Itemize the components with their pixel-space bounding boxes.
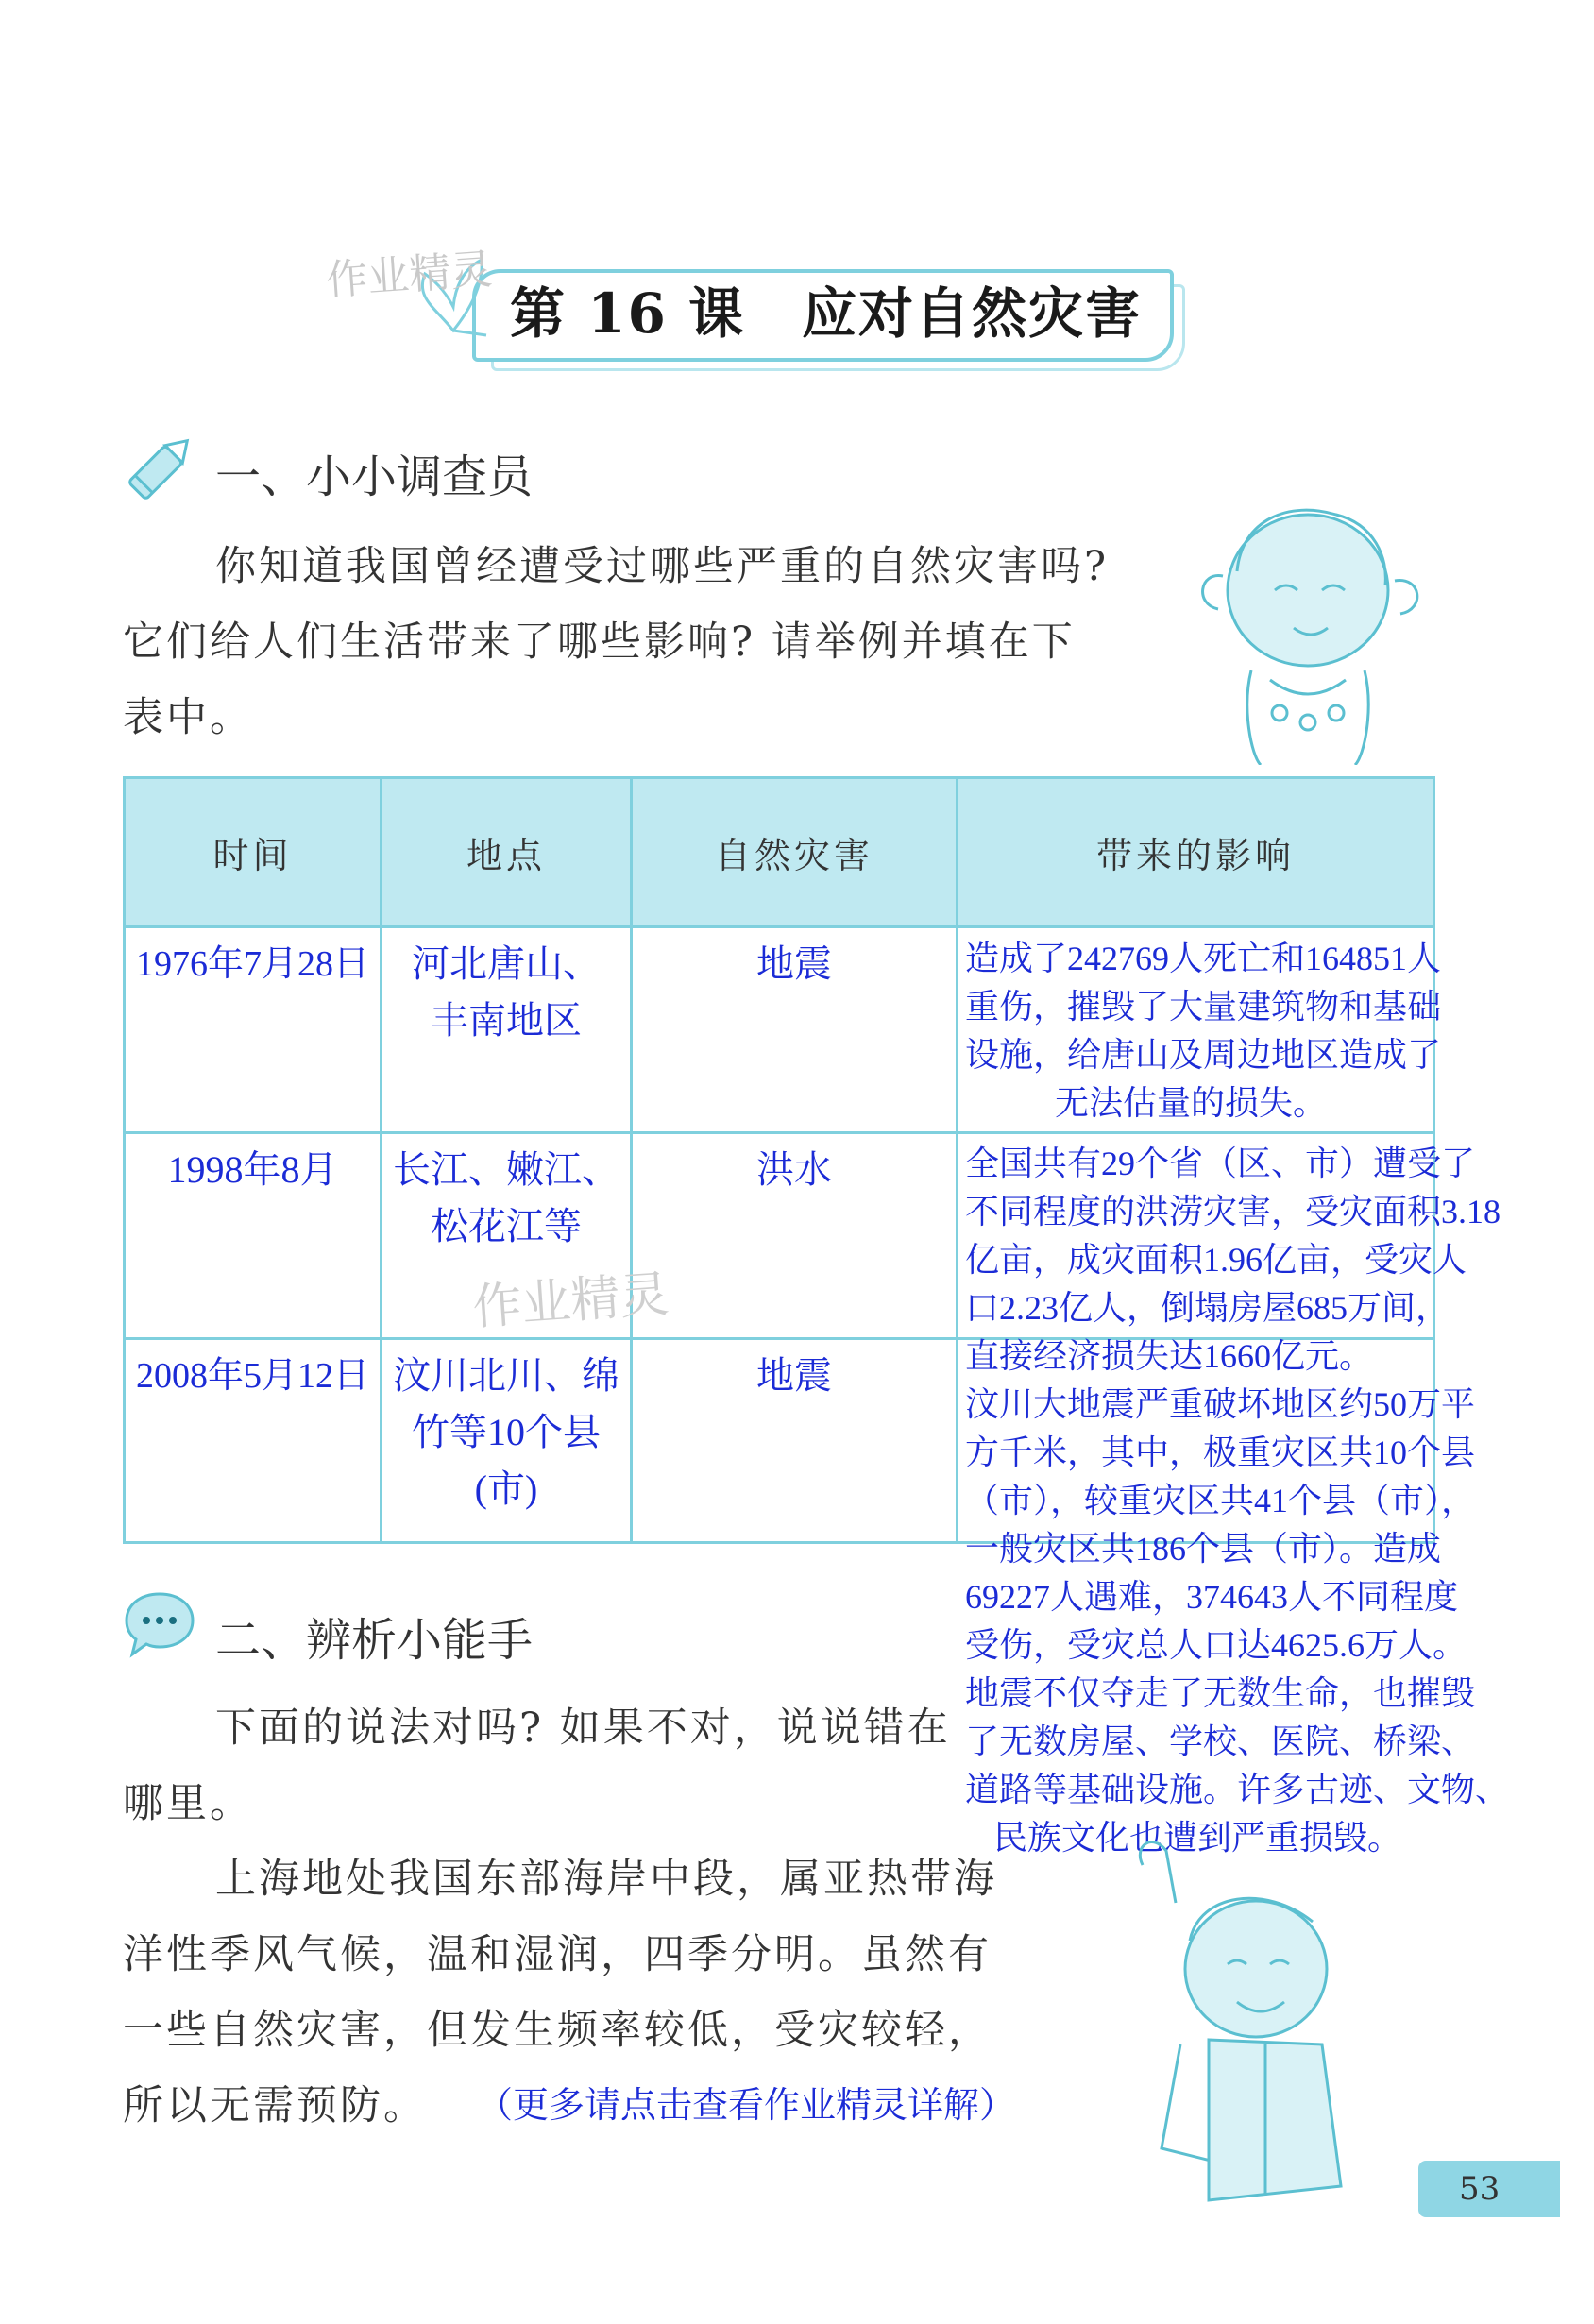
page-number: 53 (1459, 2170, 1501, 2208)
impact-line: 一般灾区共186个县（市）。造成 (965, 1530, 1442, 1568)
impact-line: 无法估量的损失。 (1055, 1084, 1328, 1122)
header-disaster: 自然灾害 (632, 778, 958, 927)
statement-line: 所以无需预防。 (123, 2082, 427, 2129)
impact-line: 道路等基础设施。许多古迹、文物、 (965, 1771, 1510, 1808)
impact-line: 口2.23亿人，倒塌房屋685万间， (965, 1289, 1450, 1327)
impact-line: 直接经济损失达1660亿元。 (965, 1337, 1374, 1375)
impact-line: 民族文化也遭到严重损毁。 (993, 1819, 1402, 1857)
girl-illustration (1185, 482, 1431, 765)
impact-line: 设施，给唐山及周边地区造成了 (965, 1036, 1442, 1074)
watermark: 作业精灵 (324, 245, 494, 306)
disaster-value: 洪水 (756, 1148, 832, 1191)
statement-line: 一些自然灾害，但发生频率较低，受灾较轻， (123, 2007, 992, 2054)
place-line: 松花江等 (431, 1205, 582, 1247)
cell-time (125, 927, 382, 1133)
place-line: 河北唐山、 (412, 942, 601, 985)
disaster-value: 地震 (756, 942, 832, 985)
paragraph-line: 你知道我国曾经遭受过哪些严重的自然灾害吗? (215, 543, 1110, 590)
cell-place (382, 927, 632, 1133)
cell-disaster (632, 1133, 958, 1339)
cell-disaster (632, 927, 958, 1133)
place-line: 汶川北川、绵 (393, 1354, 619, 1397)
impact-line: 地震不仅夺走了无数生命，也摧毁 (965, 1674, 1476, 1712)
cell-place (382, 1339, 632, 1543)
pencil-icon (118, 425, 203, 510)
section-heading-survey: 一、小小调查员 (215, 450, 534, 503)
cell-time (125, 1339, 382, 1543)
impact-answer-1 (965, 935, 1441, 1128)
time-value: 1976年7月28日 (135, 944, 369, 984)
impact-line: （市），较重灾区共41个县（市）， (965, 1482, 1476, 1519)
impact-line: 了无数房屋、学校、医院、桥梁、 (965, 1722, 1476, 1760)
impact-line: 方千米，其中，极重灾区共10个县 (965, 1433, 1476, 1471)
header-place: 地点 (382, 778, 632, 927)
cell-disaster (632, 1339, 958, 1543)
header-time: 时间 (125, 778, 382, 927)
paragraph-line: 表中。 (123, 694, 253, 741)
impact-answer-2 (965, 1140, 1501, 1381)
place-line: (市) (474, 1467, 538, 1510)
table-header-row (125, 778, 1434, 927)
impact-line: 全国共有29个省（区、市）遭受了 (965, 1145, 1476, 1182)
impact-line: 重伤，摧毁了大量建筑物和基础 (965, 988, 1442, 1026)
time-value: 1998年8月 (167, 1148, 338, 1191)
disaster-value: 地震 (756, 1354, 832, 1397)
impact-answer-3 (965, 1381, 1509, 1862)
section-heading-analysis: 二、辨析小能手 (215, 1614, 534, 1667)
time-value: 2008年5月12日 (135, 1356, 369, 1396)
place-line: 丰南地区 (431, 999, 582, 1042)
impact-line: 造成了242769人死亡和164851人 (965, 940, 1442, 977)
impact-line: 受伤，受灾总人口达4625.6万人。 (965, 1626, 1467, 1664)
statement-line: 上海地处我国东部海岸中段，属亚热带海 (215, 1856, 997, 1903)
more-details-link[interactable]: （更多请点击查看作业精灵详解） (477, 2086, 1016, 2126)
statement-line: 洋性季风气候，温和湿润，四季分明。虽然有 (123, 1931, 992, 1978)
impact-line: 亿亩，成灾面积1.96亿亩，受灾人 (965, 1241, 1467, 1279)
place-line: 长江、嫩江、 (393, 1148, 619, 1191)
cell-time (125, 1133, 382, 1339)
impact-line: 不同程度的洪涝灾害，受灾面积3.18 (965, 1193, 1501, 1230)
place-line: 竹等10个县 (412, 1411, 601, 1453)
question-line: 下面的说法对吗? 如果不对，说说错在 (215, 1705, 951, 1752)
boy-illustration (1124, 1827, 1360, 2224)
impact-line: 69227人遇难，374643人不同程度 (965, 1578, 1459, 1616)
lesson-title: 第 16 课 应对自然灾害 (510, 281, 1143, 346)
watermark: 作业精灵 (470, 1265, 671, 1337)
speech-bubble-icon (121, 1586, 198, 1662)
paragraph-line: 它们给人们生活带来了哪些影响? 请举例并填在下 (123, 619, 1076, 666)
question-line: 哪里。 (123, 1780, 253, 1827)
impact-line: 汶川大地震严重破坏地区约50万平 (965, 1385, 1476, 1423)
header-impact: 带来的影响 (958, 778, 1434, 927)
